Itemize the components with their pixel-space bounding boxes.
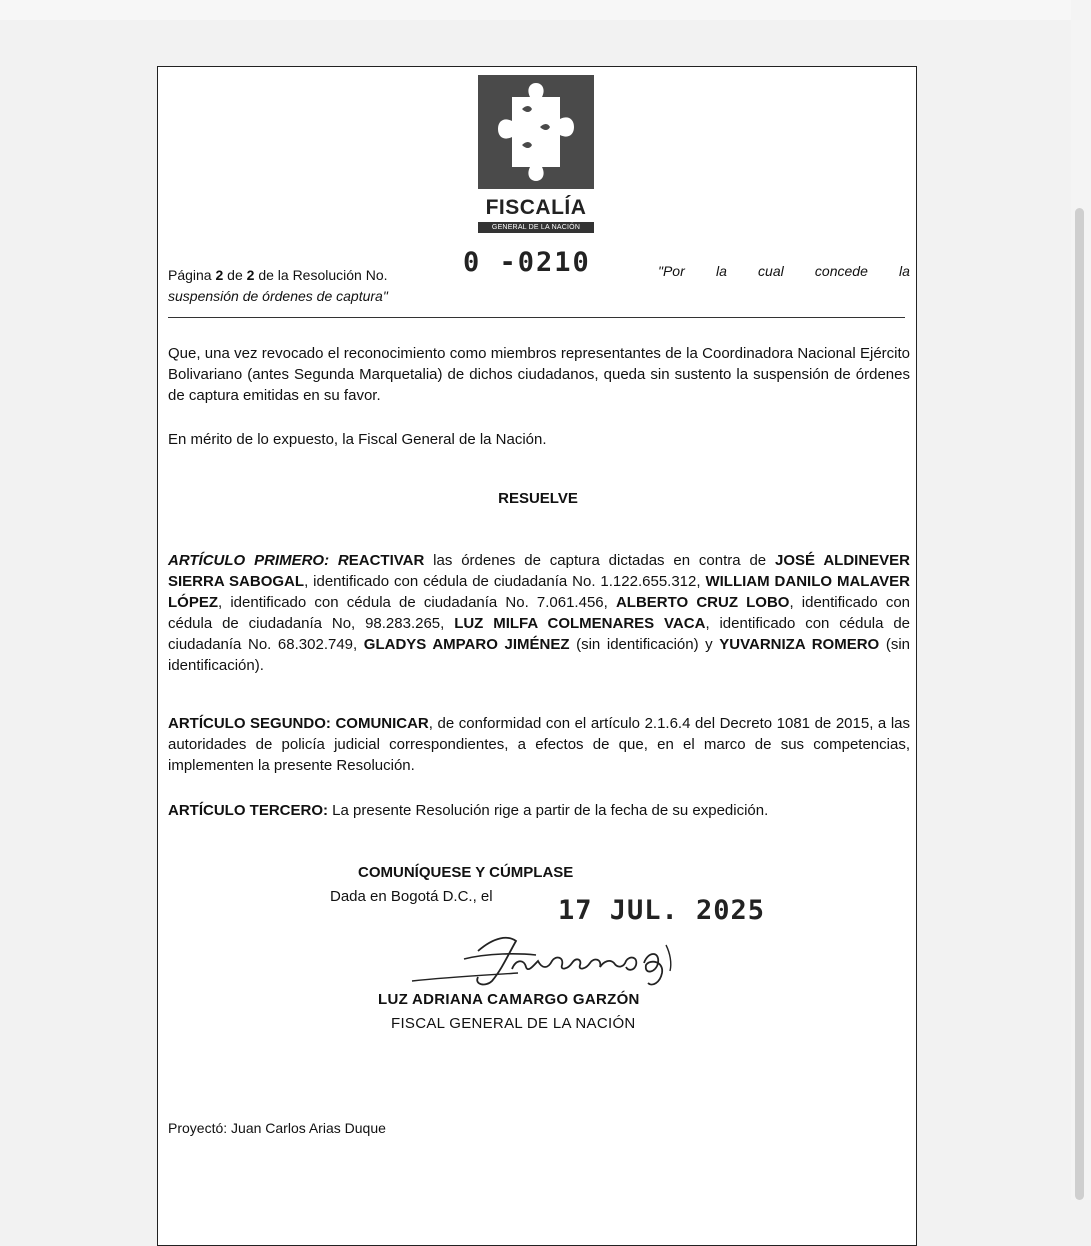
subject-word: concede bbox=[814, 263, 868, 279]
brand-name: FISCALÍA bbox=[485, 196, 587, 219]
subject-line-1 bbox=[658, 263, 910, 279]
fiscalia-logo bbox=[478, 75, 594, 189]
resolution-word: de la Resolución No. bbox=[258, 267, 388, 283]
paragraph-considerando: Que, una vez revocado el reconocimiento como miembros representantes de la Coordinadora Nacional Ejército Bolivariano (antes Segunda Marquetalia) de dichos ciudadanos, queda sin sustento la suspensión de órdenes de captura emitidas en su favor. bbox=[168, 345, 910, 404]
signer-title: FISCAL GENERAL DE LA NACIÓN bbox=[391, 1015, 636, 1032]
article-first bbox=[168, 550, 910, 676]
page-reference bbox=[168, 265, 458, 307]
page-total: 2 bbox=[246, 267, 255, 283]
article-first-label: ARTÍCULO PRIMERO: R bbox=[168, 552, 349, 569]
article-text: , identificado con cédula de ciudadanía No. 1.122.655.312, bbox=[304, 573, 706, 590]
person-name: YUVARNIZA ROMERO bbox=[719, 636, 880, 653]
article-second bbox=[168, 713, 910, 776]
article-text: , identificado con cédula de ciudadanía No, 98.283.265, bbox=[168, 594, 910, 632]
subject-word: cual bbox=[758, 263, 784, 279]
article-text: , de conformidad con el artículo 2.1.6.4 del Decreto 1081 de 2015, a las autoridades de policía judicial correspondientes, a efectos de que, en el marco de sus competencias, implementen la presente Resolución. bbox=[168, 715, 910, 774]
person-name: GLADYS AMPARO JIMÉNEZ bbox=[363, 636, 570, 653]
article-text: las órdenes de captura dictadas en contra de bbox=[424, 552, 776, 569]
subject-line-2: suspensión de órdenes de captura" bbox=[168, 288, 388, 304]
article-first-verb: EACTIVAR bbox=[348, 552, 425, 569]
resolution-number: 0 -0210 bbox=[463, 247, 591, 278]
brand-subtitle: GENERAL DE LA NACIÓN bbox=[478, 222, 594, 233]
person-name: LUZ MILFA COLMENARES VACA bbox=[454, 615, 706, 632]
date-stamp: 17 JUL. 2025 bbox=[558, 895, 766, 926]
article-second-label: ARTÍCULO SEGUNDO: COMUNICAR bbox=[168, 715, 429, 732]
article-text: La presente Resolución rige a partir de la fecha de su expedición. bbox=[328, 802, 769, 819]
signer-name: LUZ ADRIANA CAMARGO GARZÓN bbox=[378, 991, 640, 1008]
header-divider bbox=[168, 317, 905, 318]
viewer-top-bar bbox=[0, 0, 1091, 20]
puzzle-piece-icon bbox=[478, 75, 594, 189]
prepared-by: Proyectó: Juan Carlos Arias Duque bbox=[168, 1120, 386, 1136]
document-page bbox=[157, 66, 917, 1246]
page-number: 2 bbox=[215, 267, 224, 283]
article-text: , identificado con cédula de ciudadanía No. 7.061.456, bbox=[218, 594, 616, 611]
subject-word: la bbox=[715, 263, 727, 279]
subject-word: "Por bbox=[658, 263, 685, 279]
article-text: (sin identificación) y bbox=[569, 636, 720, 653]
subject-word: la bbox=[899, 263, 910, 279]
de-word: de bbox=[227, 267, 243, 283]
article-third-label: ARTÍCULO TERCERO: bbox=[168, 802, 328, 819]
comuniquese-heading: COMUNÍQUESE Y CÚMPLASE bbox=[358, 864, 574, 881]
person-name: ALBERTO CRUZ LOBO bbox=[615, 594, 790, 611]
scrollbar-thumb[interactable] bbox=[1075, 208, 1084, 1200]
person-name: WILLIAM DANILO MALAVER LÓPEZ bbox=[168, 573, 911, 611]
article-third bbox=[168, 800, 910, 821]
article-text: , identificado con cédula de ciudadanía No. 68.302.749, bbox=[168, 615, 911, 653]
article-text: (sin identificación). bbox=[168, 636, 910, 674]
dada-en: Dada en Bogotá D.C., el bbox=[330, 888, 493, 905]
page-word: Página bbox=[168, 267, 212, 283]
resuelve-heading: RESUELVE bbox=[498, 490, 578, 507]
paragraph-merito: En mérito de lo expuesto, la Fiscal General de la Nación. bbox=[168, 431, 547, 448]
person-name: JOSÉ ALDINEVER SIERRA SABOGAL bbox=[168, 552, 911, 590]
signature-icon bbox=[408, 929, 708, 993]
